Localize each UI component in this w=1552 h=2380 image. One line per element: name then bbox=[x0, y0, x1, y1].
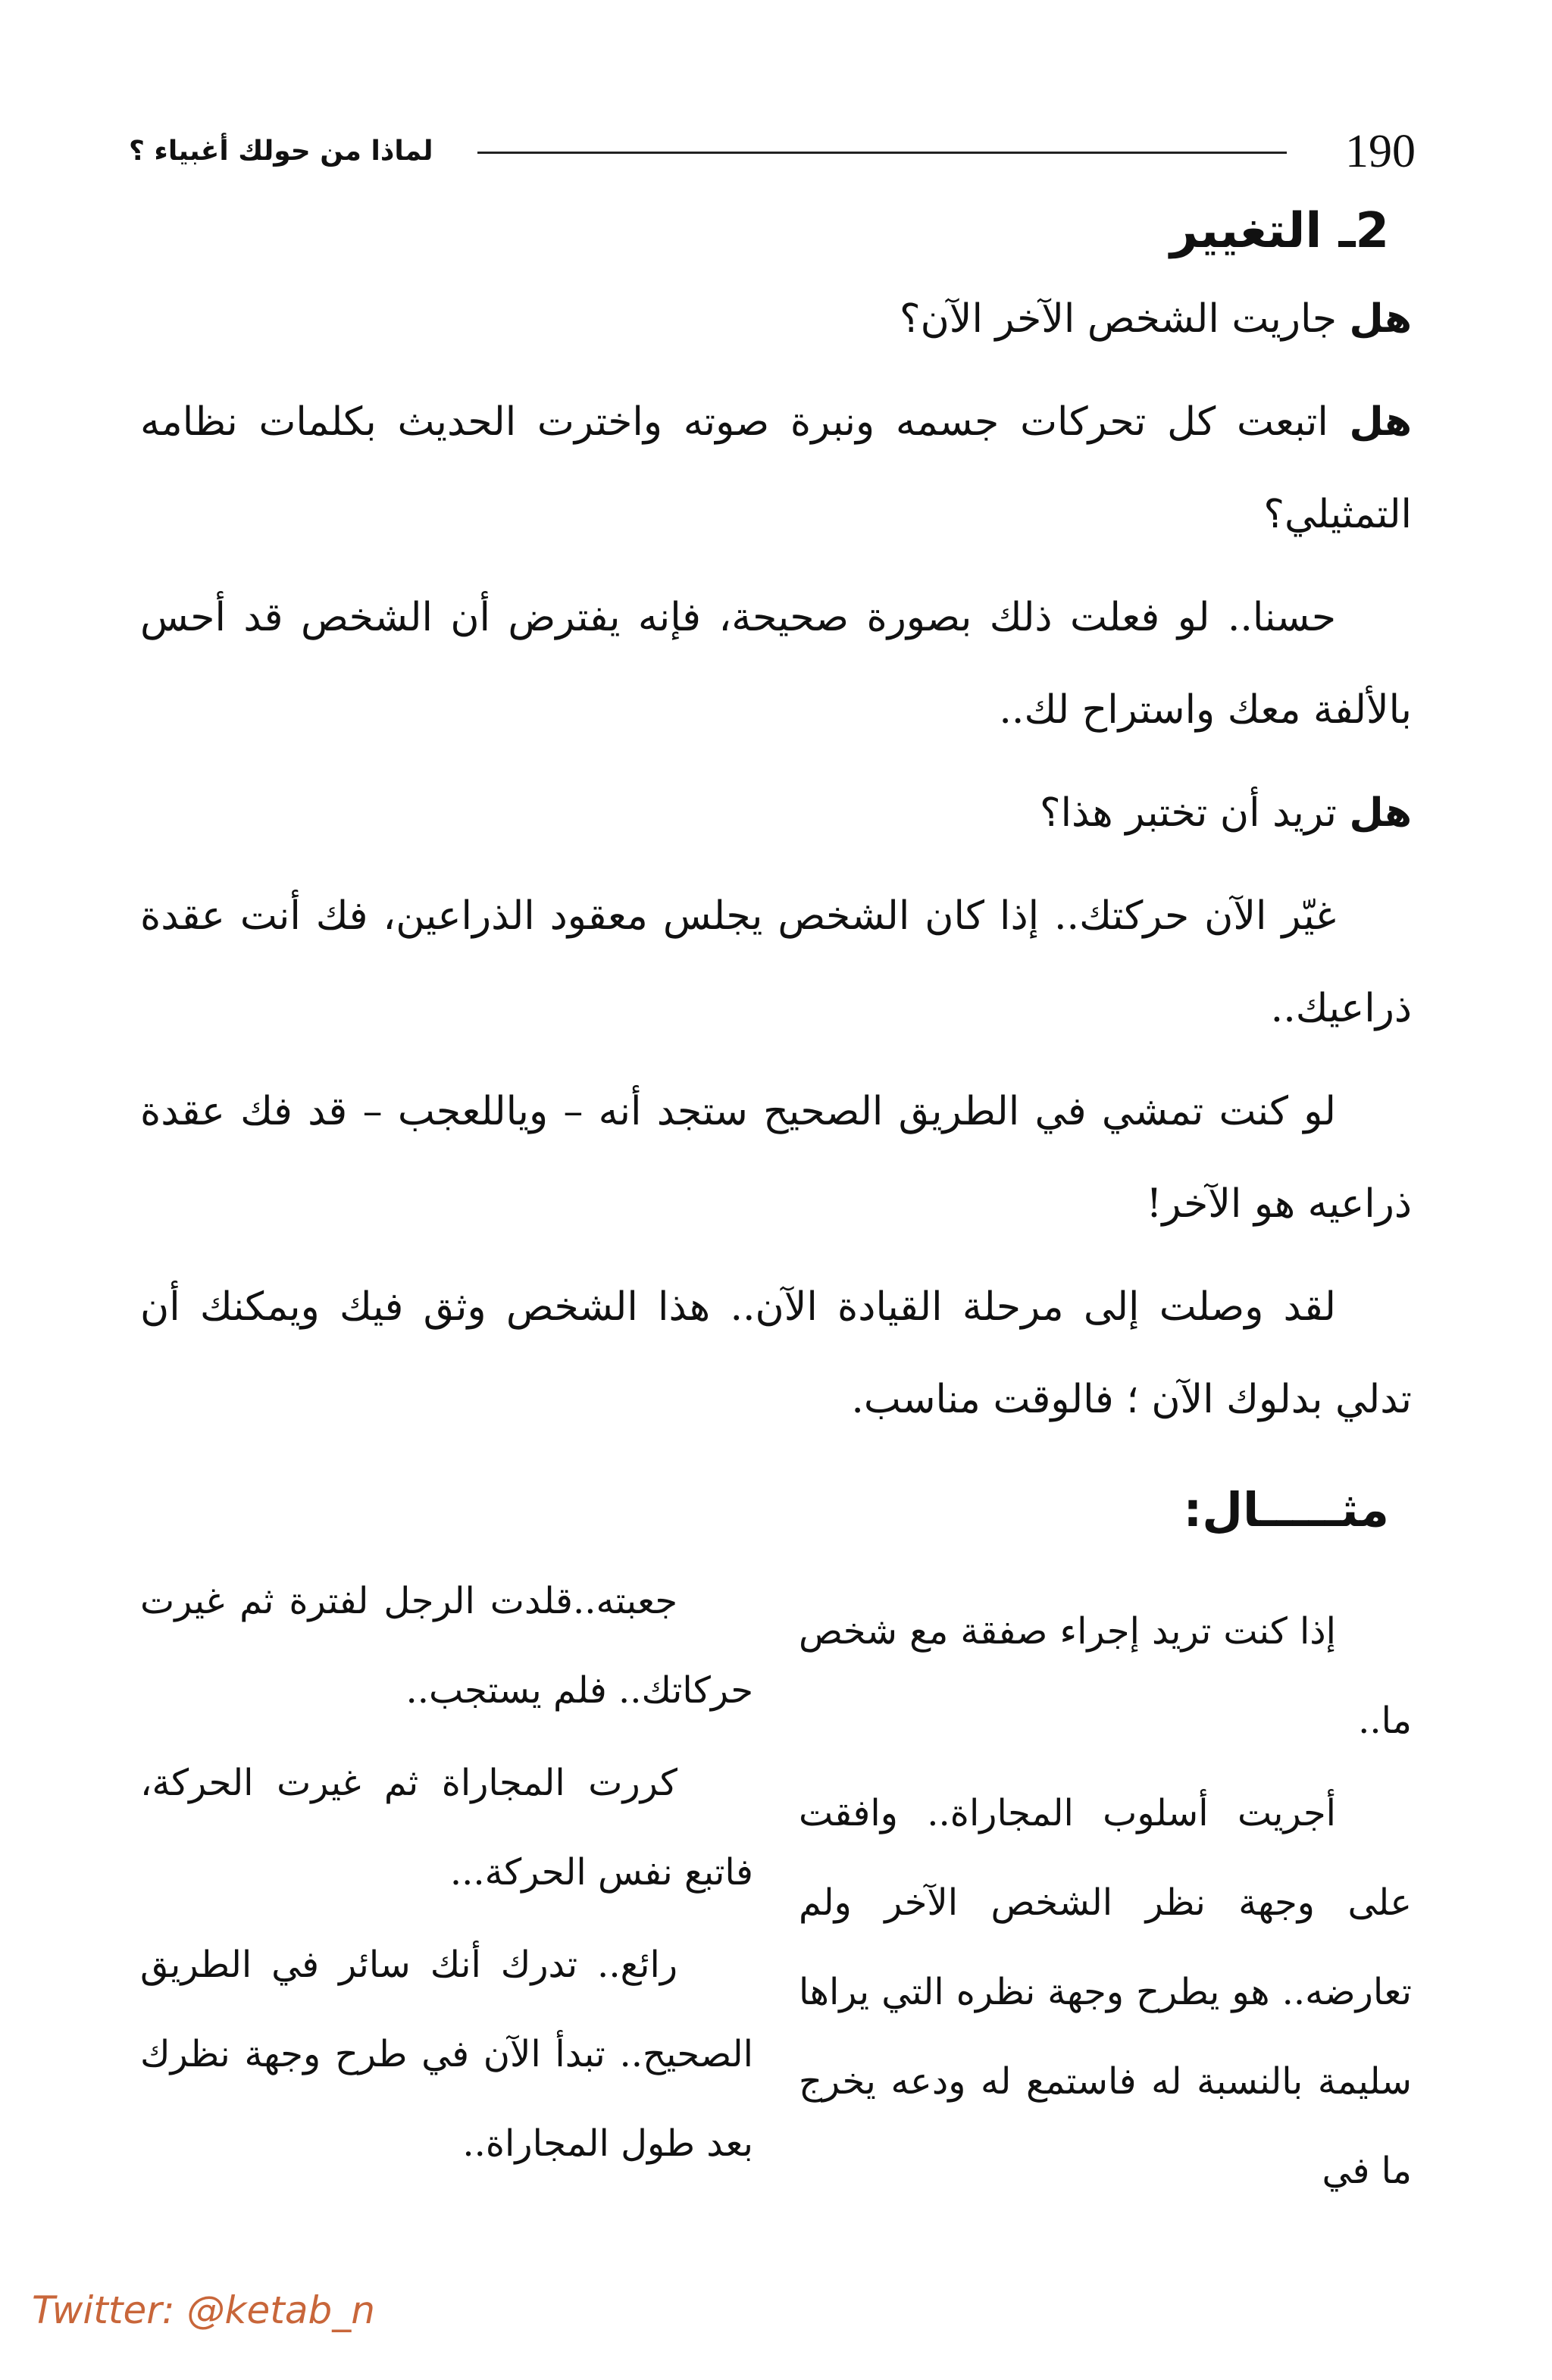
page-number: 190 bbox=[1345, 126, 1416, 177]
example-heading: مثـــــال: bbox=[1183, 1482, 1389, 1537]
paragraph-1 bbox=[140, 273, 1412, 365]
example-columns bbox=[140, 1556, 1412, 2219]
paragraph-text: لو كنت تمشي في الطريق الصحيح ستجد أنه – وياللعجب – قد فك عقدة ذراعيه هو الآخر! bbox=[140, 1089, 1412, 1227]
example-right-paragraph-2: أجريت أسلوب المجاراة.. وافقت على وجهة نظر الشخص الآخر ولم تعارضه.. هو يطرح وجهة نظره التي يراها سليمة بالنسبة له فاستمع له ودعه يخرج ما في bbox=[799, 1792, 1412, 2192]
paragraph-7 bbox=[140, 1261, 1412, 1446]
example-left-paragraph-1: جعبته..قلدت الرجل لفترة ثم غيرت حركاتك.. فلم يستجب.. bbox=[140, 1580, 753, 1712]
example-right-column bbox=[799, 1556, 1412, 2219]
example-left-column bbox=[140, 1556, 753, 2219]
example-left-paragraph-2: كررت المجاراة ثم غيرت الحركة، فاتبع نفس الحركة... bbox=[140, 1762, 753, 1894]
paragraph-text: تريد أن تختبر هذا؟ bbox=[1039, 790, 1350, 836]
section-heading: 2ـ التغيير bbox=[1170, 203, 1389, 259]
paragraph-text: غيّر الآن حركتك.. إذا كان الشخص يجلس معقود الذراعين، فك أنت عقدة ذراعيك.. bbox=[140, 893, 1412, 1031]
example-right-paragraph-1: إذا كنت تريد إجراء صفقة مع شخص ما.. bbox=[799, 1610, 1412, 1742]
paragraph-text: اتبعت كل تحركات جسمه ونبرة صوته واخترت الحديث بكلمات نظامه التمثيلي؟ bbox=[140, 399, 1412, 537]
book-title: لماذا من حولك أغبياء ؟ bbox=[129, 136, 433, 167]
paragraph-lead: هل bbox=[1349, 296, 1412, 342]
main-content bbox=[140, 189, 1412, 2219]
paragraph-text: حسنا.. لو فعلت ذلك بصورة صحيحة، فإنه يفترض أن الشخص قد أحس بالألفة معك واستراح لك.. bbox=[140, 595, 1412, 733]
paragraph-lead: هل bbox=[1349, 399, 1412, 445]
header-rule bbox=[477, 152, 1287, 154]
paragraph-2 bbox=[140, 376, 1412, 561]
paragraph-3 bbox=[140, 571, 1412, 756]
paragraph-5 bbox=[140, 870, 1412, 1055]
paragraph-4 bbox=[140, 767, 1412, 859]
twitter-watermark: Twitter: @ketab_n bbox=[32, 2288, 375, 2332]
paragraph-text: لقد وصلت إلى مرحلة القيادة الآن.. هذا الشخص وثق فيك ويمكنك أن تدلي بدلوك الآن ؛ فالوقت مناسب. bbox=[140, 1284, 1412, 1422]
paragraph-6 bbox=[140, 1065, 1412, 1250]
running-header bbox=[129, 121, 1416, 182]
example-left-paragraph-3: رائع.. تدرك أنك سائر في الطريق الصحيح.. تبدأ الآن في طرح وجهة نظرك بعد طول المجاراة.. bbox=[140, 1944, 753, 2165]
paragraph-text: جاريت الشخص الآخر الآن؟ bbox=[900, 296, 1350, 342]
paragraph-lead: هل bbox=[1349, 790, 1412, 836]
